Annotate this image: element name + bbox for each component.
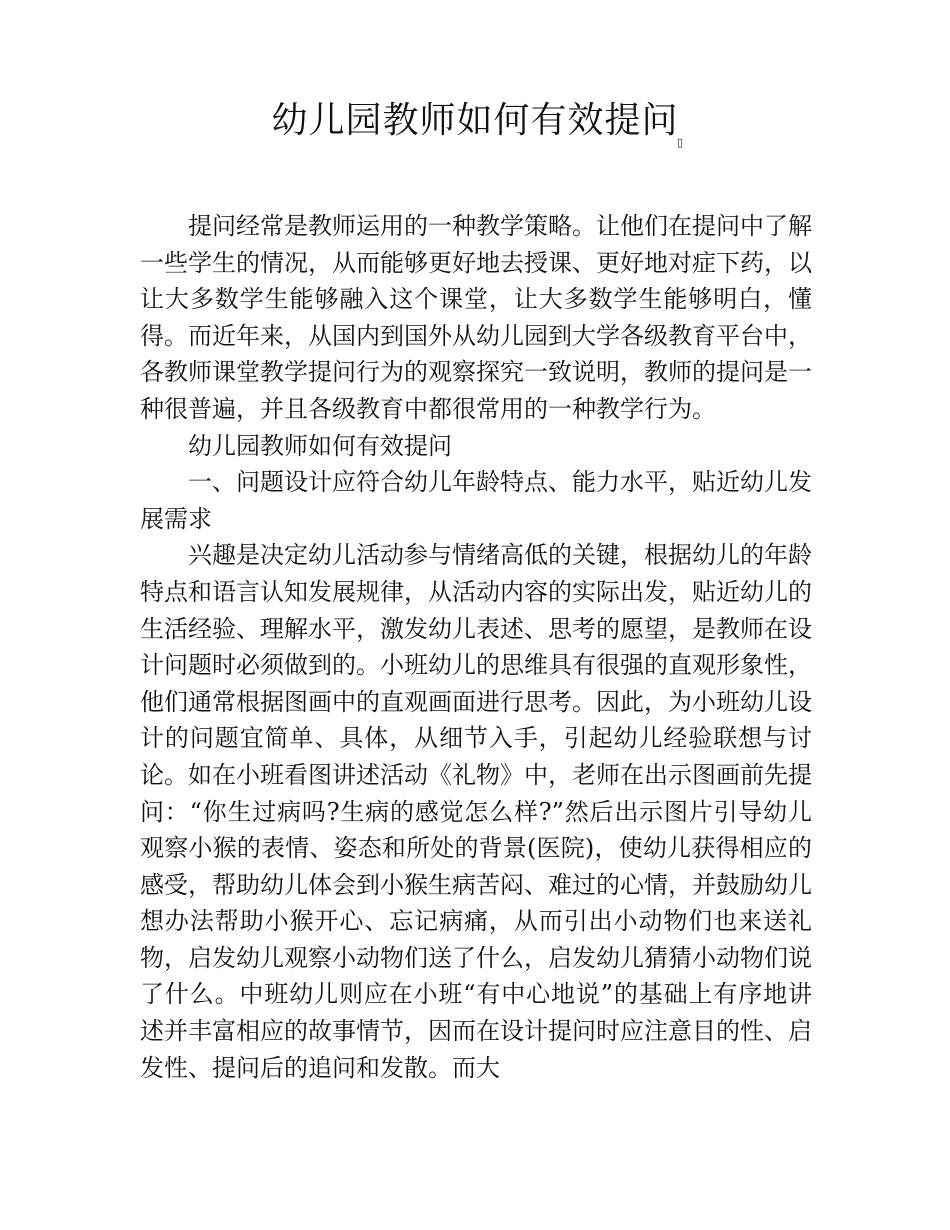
paragraph-section-body: 兴趣是决定幼儿活动参与情绪高低的关键，根据幼儿的年龄特点和语言认知发展规律，从活动内容的实际出发，贴近幼儿的生活经验、理解水平，激发幼儿表述、思考的愿望，是教师在设计问题时必须做到的。小班幼儿的思维具有很强的直观形象性，他们通常根据图画中的直观画面进行思考。因此，为小班幼儿设计的问题宜简单、具体，从细节入手，引起幼儿经验联想与讨论。如在小班看图讲述活动《礼物》中，老师在出示图画前先提问：“你生过病吗?生病的感觉怎么样?”然后出示图片引导幼儿观察小猴的表情、姿态和所处的背景(医院)，使幼儿获得相应的感受，帮助幼儿体会到小猴生病苦闷、难过的心情，并鼓励幼儿想办法帮助小猴开心、忘记病痛，从而引出小动物们也来送礼物，启发幼儿观察小动物们送了什么，启发幼儿猜猜小动物们说了什么。中班幼儿则应在小班“有中心地说”的基础上有序地讲述并丰富相应的故事情节，因而在设计提问时应注意目的性、启发性、提问后的追问和发散。而大 [140, 541, 812, 1082]
paragraph-subtitle: 幼儿园教师如何有效提问 [188, 431, 452, 460]
paragraph-intro: 提问经常是教师运用的一种教学策略。让他们在提问中了解一些学生的情况，从而能够更好地去授课、更好地对症下药，以让大多数学生能够融入这个课堂，让大多数学生能够明白，懂得。而近年来，从国内到国外从幼儿园到大学各级教育平台中，各教师课堂教学提问行为的观察探究一致说明，教师的提问是一种很普遍，并且各级教育中都很常用的一种教学行为。 [140, 212, 812, 423]
title-placeholder-glyph: ▯ [677, 136, 684, 149]
document-body [140, 208, 812, 1086]
document-title: 幼儿园教师如何有效提问 [271, 100, 679, 141]
paragraph-section-heading: 一、问题设计应符合幼儿年龄特点、能力水平，贴近幼儿发展需求 [140, 468, 812, 533]
